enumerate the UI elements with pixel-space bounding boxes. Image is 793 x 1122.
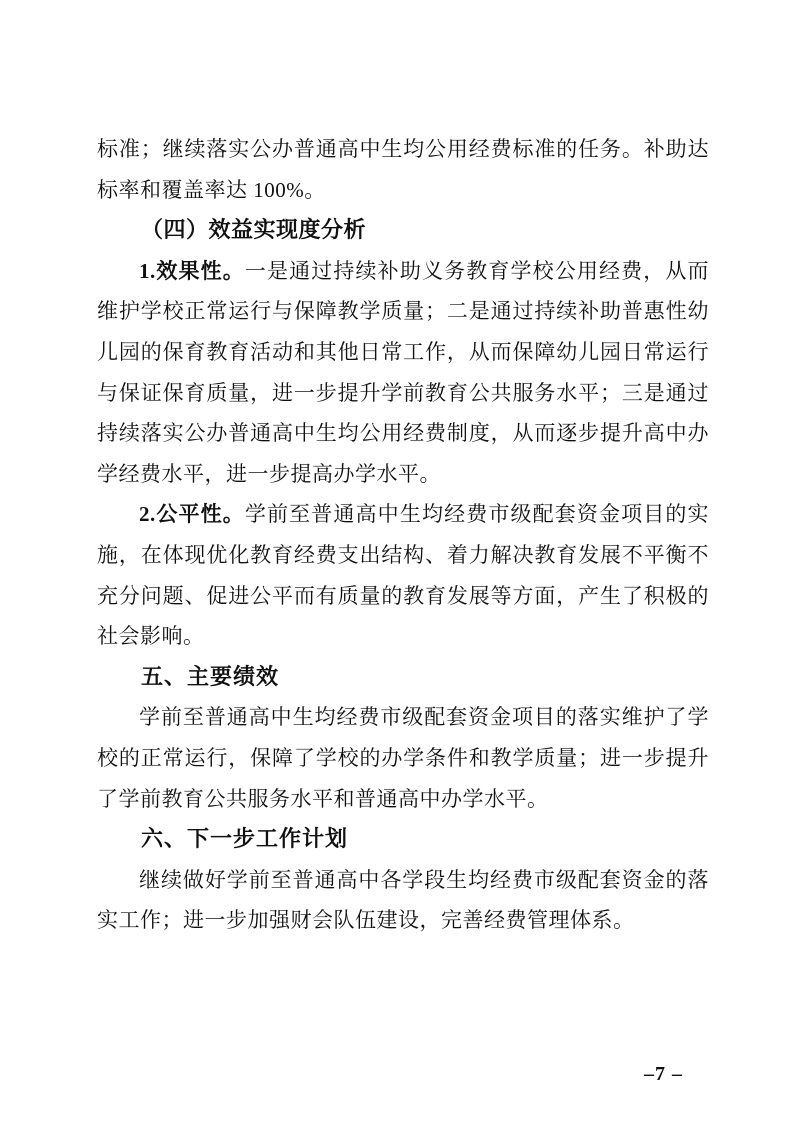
paragraph-fairness bbox=[97, 494, 709, 656]
paragraph-effectiveness-lead: 1.效果性。 bbox=[139, 258, 245, 283]
heading-section-5-main-performance: 五、主要绩效 bbox=[141, 663, 280, 689]
paragraph-effectiveness bbox=[97, 251, 709, 495]
heading-section-6-next-steps: 六、下一步工作计划 bbox=[141, 826, 349, 852]
paragraph-next-steps: 继续做好学前至普通高中各学段生均经费市级配套资金的落实工作；进一步加强财会队伍建设，完善经费管理体系。 bbox=[97, 867, 709, 933]
document-body bbox=[97, 129, 709, 941]
paragraph-fairness-body: 学前至普通高中生均经费市级配套资金项目的实施，在体现优化教育经费支出结构、着力解决教育发展不平衡不充分问题、促进公平而有质量的教育发展等方面，产生了积极的社会影响。 bbox=[97, 502, 710, 649]
paragraph-continuation: 标准；继续落实公办普通高中生均公用经费标准的任务。补助达标率和覆盖率达 100%。 bbox=[97, 137, 709, 202]
heading-section-4-benefit-analysis: （四）效益实现度分析 bbox=[141, 217, 367, 243]
paragraph-effectiveness-body: 一是通过持续补助义务教育学校公用经费，从而维护学校正常运行与保障教学质量；二是通过持续补助普惠性幼儿园的保育教育活动和其他日常工作，从而保障幼儿园日常运行与保证保育质量，进一步提升学前教育公共服务水平；三是通过持续落实公办普通高中生均公用经费制度，从而逐步提升高中办学经费水平，进一步提高办学水平。 bbox=[97, 258, 710, 486]
page-number: –7 – bbox=[644, 1063, 683, 1085]
paragraph-fairness-lead: 2.公平性。 bbox=[139, 502, 245, 527]
paragraph-main-performance: 学前至普通高中生均经费市级配套资金项目的落实维护了学校的正常运行，保障了学校的办学条件和教学质量；进一步提升了学前教育公共服务水平和普通高中办学水平。 bbox=[97, 705, 709, 811]
